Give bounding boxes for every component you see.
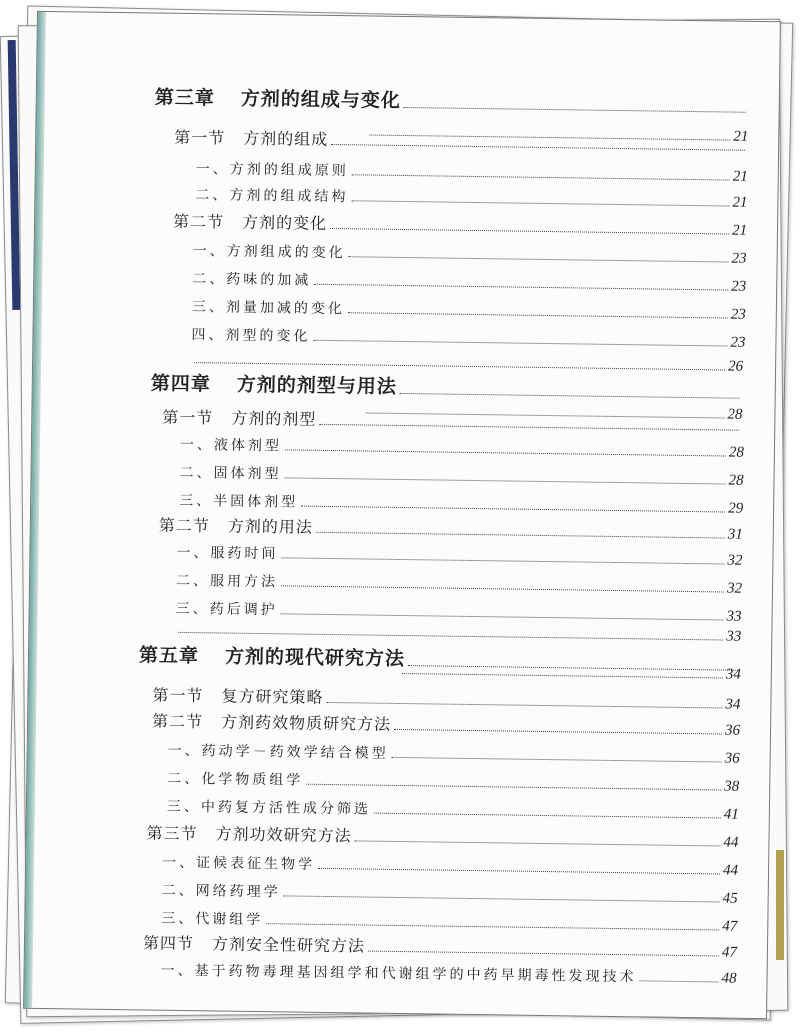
toc-entry-number: 第二节 xyxy=(151,711,204,732)
toc-entry-title: 方剂药效物质研究方法 xyxy=(220,712,392,734)
toc-entry-page-number: 26 xyxy=(727,358,744,375)
toc-entry-label xyxy=(195,184,348,206)
leader-dots xyxy=(374,813,721,819)
leader-dots xyxy=(316,532,725,539)
toc-entry-title: 一、药动学－药效学结合模型 xyxy=(167,742,389,762)
toc-entry-title: 方剂的剂型与用法 xyxy=(236,373,397,398)
toc-entry-label xyxy=(151,368,397,398)
toc-entry-number: 第四节 xyxy=(142,933,195,954)
toc-item-entry xyxy=(193,236,747,268)
leader-dots xyxy=(313,340,727,347)
toc-entry-title: 一、服药时间 xyxy=(176,544,279,563)
toc-entry-label xyxy=(167,796,371,819)
toc-entry-title: 一、方剂组成的变化 xyxy=(192,243,346,262)
toc-section-entry xyxy=(173,208,747,240)
leader-dots xyxy=(266,923,719,930)
toc-entry-label xyxy=(152,683,323,708)
toc-entry-label xyxy=(196,158,349,180)
toc-entry-page-number: 48 xyxy=(721,970,737,987)
toc-entry-number: 第一节 xyxy=(162,407,214,428)
toc-item-entry xyxy=(180,430,744,462)
toc-chapter-entry xyxy=(155,80,749,118)
toc-entry-label xyxy=(162,405,316,430)
toc-entry-title: 复方研究策略 xyxy=(221,686,324,707)
toc-entry-title: 二、固体剂型 xyxy=(179,464,282,483)
toc-entry-label xyxy=(174,125,328,150)
leader-dots xyxy=(394,729,722,735)
toc-item-entry xyxy=(168,736,740,768)
toc-item-entry xyxy=(167,792,739,824)
toc-entry-label xyxy=(176,570,278,591)
toc-entry-label xyxy=(146,820,351,846)
leader-dots xyxy=(354,840,720,846)
toc-item-entry xyxy=(162,848,738,880)
toc-entry-page-number: 21 xyxy=(732,168,748,185)
toc-entry-page-number: 36 xyxy=(724,750,740,767)
toc-entry-page-number: 45 xyxy=(722,890,738,907)
toc-item-entry xyxy=(176,538,742,570)
leader-dots xyxy=(404,107,746,113)
leader-dots xyxy=(402,673,723,678)
toc-entry-title: 一、基于药物毒理基因组学和代谢组学的中药早期毒性发现技术 xyxy=(160,962,637,986)
toc-entry-label xyxy=(179,462,281,483)
toc-item-entry xyxy=(179,458,743,490)
toc-section-entry xyxy=(399,655,741,684)
toc-entry-title: 方剂的用法 xyxy=(227,516,313,537)
toc-entry-page-number: 47 xyxy=(722,918,738,935)
leader-dots xyxy=(326,702,722,709)
toc-entry-title: 二、方剂的组成结构 xyxy=(195,187,349,206)
toc-entry-title: 二、服用方法 xyxy=(175,572,279,591)
toc-entry-page-number: 21 xyxy=(731,222,748,239)
leader-dots xyxy=(392,757,722,763)
toc-entry-title: 二、药味的加减 xyxy=(192,271,312,289)
toc-entry-title: 方剂安全性研究方法 xyxy=(211,934,366,956)
toc-entry-label xyxy=(161,908,263,929)
leader-dots xyxy=(284,895,720,902)
toc-entry-page-number: 36 xyxy=(724,722,741,739)
leader-dots xyxy=(285,477,726,484)
toc-item-entry xyxy=(176,566,742,598)
toc-entry-page-number: 29 xyxy=(728,500,744,517)
leader-dots xyxy=(301,506,725,513)
toc-entry-number: 第一节 xyxy=(152,685,204,706)
toc-entry-page-number: 23 xyxy=(731,278,747,295)
toc-entry-page-number: 32 xyxy=(726,580,743,597)
toc-entry-title: 一、方剂的组成原则 xyxy=(195,161,349,180)
toc-entry-label xyxy=(162,852,315,874)
toc-entry-page-number: 21 xyxy=(733,128,749,145)
leader-dots xyxy=(319,424,739,431)
toc-entry-title: 三、剂量加减的变化 xyxy=(191,299,345,318)
toc-entry-page-number: 34 xyxy=(725,666,741,683)
toc-entry-label xyxy=(168,740,389,763)
toc-item-entry xyxy=(192,264,746,296)
leader-dots xyxy=(281,557,724,564)
toc-entry-page-number: 33 xyxy=(726,628,742,645)
toc-entry-title: 三、半固体剂型 xyxy=(179,492,299,511)
toc-entry-label xyxy=(155,83,401,113)
leader-dots xyxy=(351,200,729,206)
toc-page xyxy=(23,11,781,1019)
toc-entry-number: 第一节 xyxy=(174,127,226,148)
toc-entry-title: 方剂的现代研究方法 xyxy=(224,645,406,671)
toc-entry-title: 一、证候表征生物学 xyxy=(162,854,316,873)
toc-entry-label xyxy=(143,930,365,956)
toc-entry-page-number: 41 xyxy=(723,806,739,823)
leader-dots xyxy=(349,256,729,262)
toc-item-entry xyxy=(167,764,739,796)
toc-entry-page-number: 33 xyxy=(726,608,742,625)
toc-entry-page-number: 31 xyxy=(727,526,743,543)
book-cover-edge xyxy=(776,850,784,960)
toc-item-entry xyxy=(192,292,746,324)
leader-dots xyxy=(314,284,728,291)
leader-dots xyxy=(368,951,719,957)
toc-entry-page-number: 32 xyxy=(727,552,743,569)
toc-entry-label xyxy=(159,513,313,538)
toc-entry-title: 方剂功效研究方法 xyxy=(215,824,352,846)
toc-entry-title: 方剂的组成与变化 xyxy=(240,87,401,112)
toc-entry-label xyxy=(139,640,405,671)
toc-entry-page-number: 28 xyxy=(728,472,744,489)
toc-entry-page-number: 34 xyxy=(725,696,741,713)
toc-entry-title: 一、液体剂型 xyxy=(179,436,283,455)
toc-entry-page-number: 21 xyxy=(732,194,748,211)
toc-entry-label xyxy=(160,960,636,987)
toc-entry-label xyxy=(193,240,346,262)
leader-dots xyxy=(331,144,745,151)
toc-entry-page-number: 28 xyxy=(727,406,743,423)
toc-entry-label xyxy=(152,709,391,735)
toc-entry-label xyxy=(176,542,278,563)
toc-entry-page-number: 23 xyxy=(730,306,746,323)
leader-dots xyxy=(318,868,720,875)
toc-entry-page-number: 47 xyxy=(721,944,738,961)
toc-entry-title: 三、药后调护 xyxy=(175,600,278,619)
toc-entry-page-number: 23 xyxy=(731,250,747,267)
toc-item-entry xyxy=(195,180,747,212)
toc-entry-page-number: 28 xyxy=(728,444,745,461)
leader-dots xyxy=(285,449,726,456)
leader-dots xyxy=(306,784,721,791)
toc-entry-number: 第三章 xyxy=(154,86,215,110)
toc-entry-title: 三、代谢组学 xyxy=(161,910,264,929)
toc-entry-number: 第二节 xyxy=(172,211,225,232)
toc-entry-number: 第四章 xyxy=(150,372,211,396)
toc-entry-number: 第三节 xyxy=(146,823,198,844)
toc-entry-page-number: 44 xyxy=(723,834,739,851)
toc-entry-page-number: 38 xyxy=(724,778,740,795)
toc-entry-label xyxy=(192,296,345,318)
toc-item-entry xyxy=(162,876,738,908)
toc-entry-title: 方剂的组成 xyxy=(243,128,329,149)
toc-entry-title: 三、中药复方活性成分筛选 xyxy=(166,798,371,818)
toc-entry-number: 第二节 xyxy=(158,515,210,536)
toc-entry-title: 二、网络药理学 xyxy=(161,882,281,901)
toc-entry-title: 方剂的剂型 xyxy=(231,408,317,429)
toc-entry-number: 第五章 xyxy=(138,644,200,668)
toc-entry-label xyxy=(162,880,281,902)
toc-entry-page-number: 44 xyxy=(722,862,739,879)
toc-entry-title: 二、化学物质组学 xyxy=(167,770,304,789)
toc-section-entry xyxy=(146,819,738,851)
toc-entry-label xyxy=(173,209,327,234)
toc-entry-title: 四、剂型的变化 xyxy=(191,327,311,345)
toc-entry-label xyxy=(179,490,298,512)
leader-dots xyxy=(330,228,729,235)
toc-entry-label xyxy=(167,768,303,790)
leader-dots xyxy=(352,174,730,180)
toc-entry-label xyxy=(191,324,310,346)
leader-dots xyxy=(348,312,728,318)
toc-entry-label xyxy=(192,268,311,290)
toc-entry-title: 方剂的变化 xyxy=(241,212,328,233)
leader-dots xyxy=(640,980,719,982)
toc-entry-page-number: 23 xyxy=(730,334,746,351)
toc-entry-label xyxy=(180,434,282,455)
leader-dots xyxy=(281,585,724,592)
